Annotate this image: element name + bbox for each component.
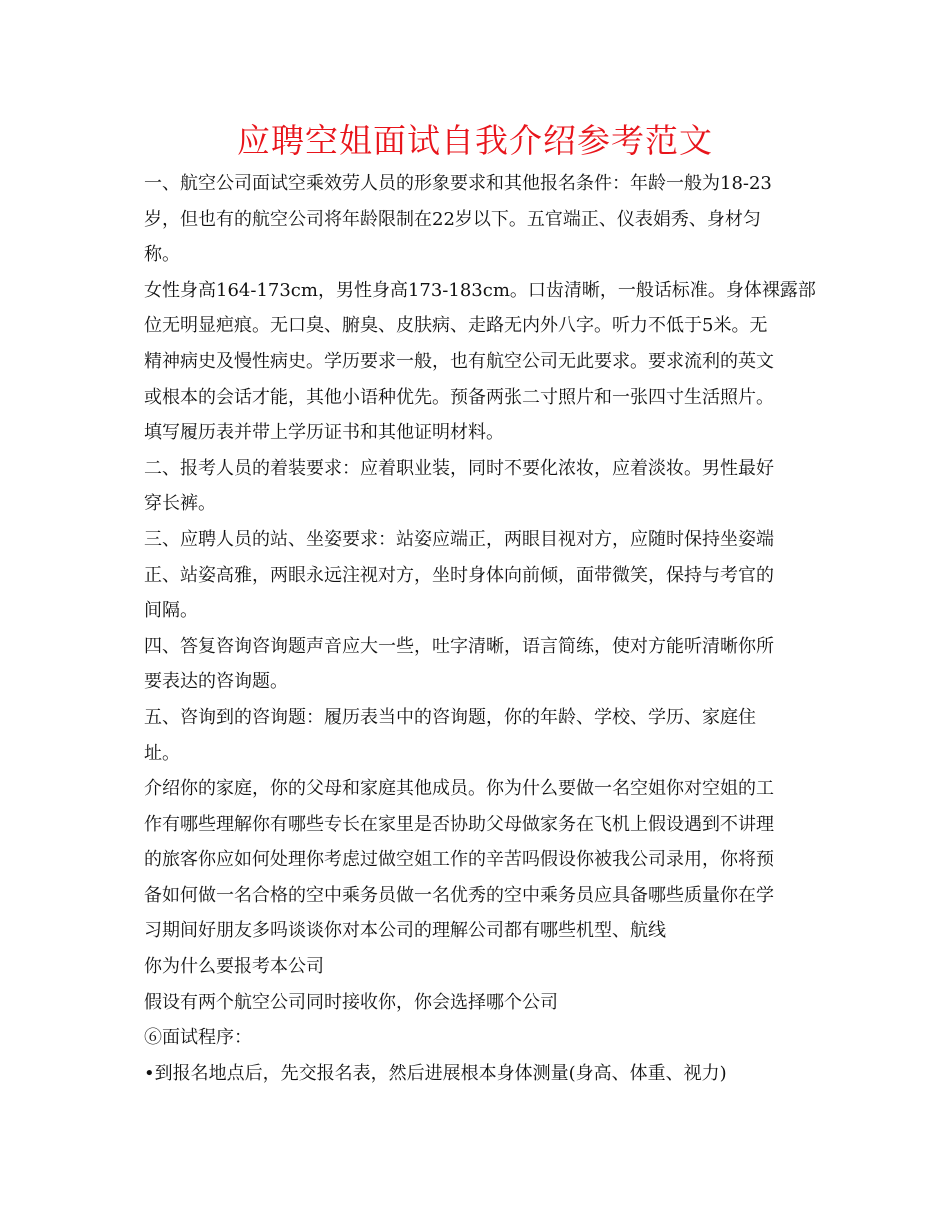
paragraph xyxy=(144,522,814,629)
text-line: 备如何做一名合格的空中乘务员做一名优秀的空中乘务员应具备哪些质量你在学 xyxy=(144,884,774,906)
text-line: 址。 xyxy=(144,742,180,764)
text-line: 填写履历表并带上学历证书和其他证明材料。 xyxy=(144,422,504,444)
paragraph xyxy=(144,273,814,451)
paragraph xyxy=(144,166,814,273)
text-line: 位无明显疤痕。无口臭、腑臭、皮肤病、走路无内外八字。听力不低于5米。无 xyxy=(144,315,768,337)
text-line: 间隔。 xyxy=(144,600,198,622)
text-line: 女性身高164-173cm，男性身高173-183cm。口齿清晰，一般话标准。身体裸露部 xyxy=(144,279,816,301)
text-line: 作有哪些理解你有哪些专长在家里是否协助父母做家务在飞机上假设遇到不讲理 xyxy=(144,813,774,835)
text-line: 岁，但也有的航空公司将年龄限制在22岁以下。五官端正、仪表娟秀、身材匀 xyxy=(144,208,761,230)
paragraph xyxy=(144,451,814,522)
text-line: 你为什么要报考本公司 xyxy=(144,956,324,978)
page-title: 应聘空姐面试自我介绍参考范文 xyxy=(237,121,713,160)
paragraph xyxy=(144,1056,814,1092)
document-body xyxy=(144,166,814,1091)
text-line: 精神病史及慢性病史。学历要求一般，也有航空公司无此要求。要求流利的英文 xyxy=(144,350,774,372)
text-line: 介绍你的家庭，你的父母和家庭其他成员。你为什么要做一名空姐你对空姐的工 xyxy=(144,778,774,800)
paragraph xyxy=(144,985,814,1021)
text-line: 称。 xyxy=(144,244,180,266)
paragraph xyxy=(144,629,814,700)
text-line: 或根本的会话才能，其他小语种优先。预备两张二寸照片和一张四寸生活照片。 xyxy=(144,386,774,408)
paragraph xyxy=(144,1020,814,1056)
text-line: 三、应聘人员的站、坐姿要求：站姿应端正，两眼目视对方，应随时保持坐姿端 xyxy=(144,528,774,550)
text-line: •到报名地点后，先交报名表，然后进展根本身体测量(身高、体重、视力) xyxy=(144,1062,727,1084)
text-line: ⑥面试程序： xyxy=(144,1027,252,1049)
text-line: 四、答复咨询咨询题声音应大一些，吐字清晰，语言简练，使对方能听清晰你所 xyxy=(144,635,774,657)
paragraph xyxy=(144,949,814,985)
text-line: 的旅客你应如何处理你考虑过做空姐工作的辛苦吗假设你被我公司录用，你将预 xyxy=(144,849,774,871)
text-line: 二、报考人员的着装要求：应着职业装，同时不要化浓妆，应着淡妆。男性最好 xyxy=(144,457,774,479)
text-line: 正、站姿高雅，两眼永远注视对方，坐时身体向前倾，面带微笑，保持与考官的 xyxy=(144,564,774,586)
text-line: 一、航空公司面试空乘效劳人员的形象要求和其他报名条件：年龄一般为18-23 xyxy=(144,173,772,194)
text-line: 要表达的咨询题。 xyxy=(144,671,288,693)
paragraph xyxy=(144,771,814,949)
text-line: 五、咨询到的咨询题：履历表当中的咨询题，你的年龄、学校、学历、家庭住 xyxy=(144,706,756,728)
text-line: 习期间好朋友多吗谈谈你对本公司的理解公司都有哪些机型、航线 xyxy=(144,920,666,942)
text-line: 假设有两个航空公司同时接收你，你会选择哪个公司 xyxy=(144,991,558,1013)
paragraph xyxy=(144,700,814,771)
text-line: 穿长裤。 xyxy=(144,493,216,515)
